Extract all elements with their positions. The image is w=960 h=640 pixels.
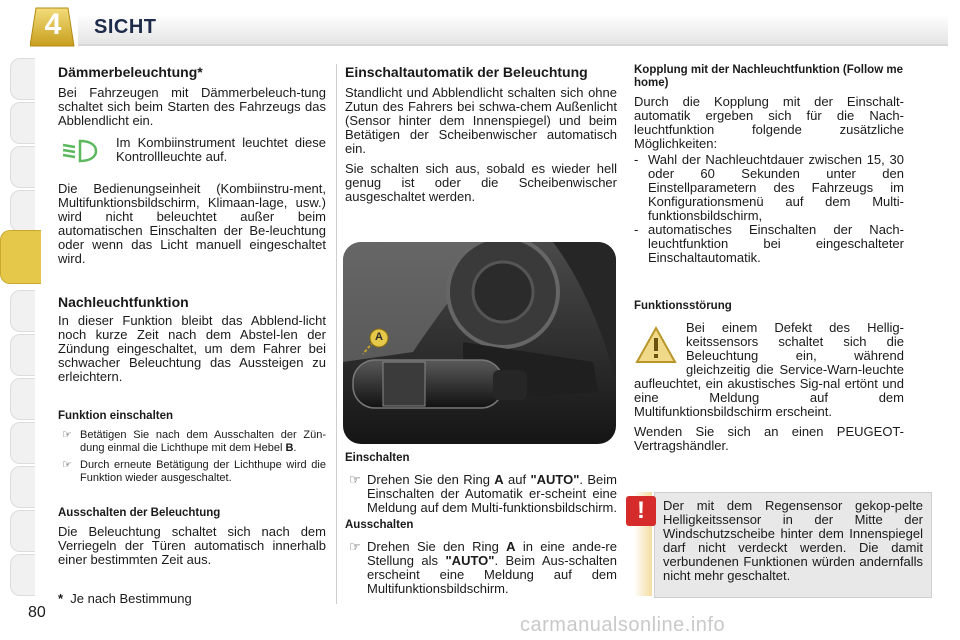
bullet-text: auf [503,472,531,487]
follow-home-heading: Nachleuchtfunktion [58,294,189,310]
warning-text: Der mit dem Regensensor gekop-pelte Helligkeitssensor in der Mitte der Windschutzscheibe hinter dem Innenspiegel darf nicht verdeckt werden. Die damit verbundenen Funktionen würden andernfalls nicht mehr geschaltet. [663,498,923,583]
footnote [58,592,326,606]
auto-ref: "AUTO" [530,472,580,487]
middle-column [345,64,617,204]
footnote-text: Je nach Bestimmung [70,591,192,606]
chapter-tab[interactable] [10,190,35,232]
right-column [634,64,904,265]
warning-box [654,492,932,598]
page-number: 80 [28,604,46,621]
header-bar [78,14,948,46]
coupling-intro: Durch die Kopplung mit der Einschalt-automatik ergeben sich für die Nach-leuchtfunktion folgende zusätzliche Möglichkeiten: [634,94,904,151]
ring-a-ref: A [506,539,516,554]
indicator-row [58,134,326,182]
function-on-bullet-2 [58,459,326,485]
chapter-tab[interactable] [10,422,35,464]
chapter-tab[interactable] [10,146,35,188]
follow-home-intro: In dieser Funktion bleibt das Abblend-licht noch kurze Zeit nach dem Abstel-len der Zündung eingeschaltet, um dem Fahrer bei schwacher Beleuchtung das Aussteigen zu erleichtern. [58,313,326,384]
item-text: automatisches Einschalten der Nach-leuchtfunktion bei eingeschalteter Einschaltautomatik. [648,222,904,265]
bullet-text: . Beim Einschalten der Automatik er-scheint eine Meldung auf dem Multi-funktionsbildschirm. [367,472,617,515]
warning-triangle-icon [634,325,678,365]
chapter-tab-strip [0,0,40,640]
bullet-text: Drehen Sie den Ring [367,539,507,554]
auto-lighting-heading: Einschaltautomatik der Beleuchtung [345,64,588,80]
fault-contact: Wenden Sie sich an einen PEUGEOT-Vertragshändler. [634,424,904,453]
ring-a-ref: A [494,472,504,487]
indicator-text: Im Kombiinstrument leuchtet diese Kontrollleuchte auf. [116,135,326,164]
lights-off-heading: Ausschalten der Beleuchtung [58,507,221,519]
bullet-text: in eine ande-re Stellung als [367,539,617,568]
auto-lighting-p1: Standlicht und Abblendlicht schalten sich ohne Zutun des Fahrers bei schwa-chem Außenlicht (Sensor hinter dem Innenspiegel) und beim Betätigen der Scheibenwischer automatisch ein. [345,85,617,156]
middle-column-lower [345,452,617,596]
pointer-icon: ☞ [349,472,361,487]
dimmer-heading: Dämmerbeleuchtung* [58,64,203,80]
low-beam-indicator-icon [60,138,100,164]
switch-off-heading: Ausschalten [345,519,414,531]
left-column [58,64,326,567]
stalk-illustration [343,242,616,444]
switch-on-bullet [345,473,617,515]
fault-text: Bei einem Defekt des Hellig-keitssensors schaltet sich die Beleuchtung ein, während gleichzeitig die Service-Warn-leuchte aufleuchtet, ein akustisches Sig-nal ertönt und eine Meldung auf dem Multifunktionsbildschirm erscheint. [634,320,904,419]
fault-section [634,300,904,453]
warning-exclamation-icon: ! [626,496,656,526]
dash-marker: - [634,152,639,167]
pointer-icon: ☞ [349,539,361,554]
chapter-tab[interactable] [10,466,35,508]
footnote-mark: * [58,591,64,606]
bullet-text: Betätigen Sie nach dem Ausschalten der Zün-dung einmal die Lichthupe mit dem Hebel [80,429,326,454]
coupling-heading: Kopplung mit der Nachleuchtfunktion (Follow me home) [634,64,903,89]
bullet-text: Drehen Sie den Ring [367,472,495,487]
chapter-tab[interactable] [10,102,35,144]
item-text: Wahl der Nachleuchtdauer zwischen 15, 30 oder 60 Sekunden unter den Einstellparametern des Fahrzeugs im Konfigurationsmenü auf dem Multi-funktionsbildschirm, [648,152,904,223]
column-divider [336,64,337,604]
coupling-item-2 [634,223,904,265]
fault-heading: Funktionsstörung [634,300,732,312]
chapter-tab-active[interactable] [0,230,41,284]
ring-a-label: A [375,331,383,343]
dimmer-detail: Die Bedienungseinheit (Kombiinstru-ment, Multifunktionsbildschirm, Klimaan-lage, usw.) wird nicht beleuchtet außer beim automatischen Einschalten der Be-leuchtung oder wenn das Licht manuell eingeschaltet wird. [58,181,326,266]
function-on-bullet-1 [58,429,326,455]
chapter-tab[interactable] [10,334,35,376]
bullet-end: . [293,442,297,454]
switch-off-bullet [345,540,617,596]
watermark: carmanualsonline.info [520,614,726,636]
pointer-icon: ☞ [62,459,72,471]
switch-on-heading: Einschalten [345,452,410,464]
bullet-text: Durch erneute Betätigung der Lichthupe wird die Funktion wieder ausgeschaltet. [80,459,326,484]
auto-ref: "AUTO" [445,553,495,568]
auto-lighting-p2: Sie schalten sich aus, sobald es wieder hell genug ist oder die Scheibenwischer ausgeschaltet werden. [345,161,617,204]
chapter-tab[interactable] [10,510,35,552]
dimmer-intro: Bei Fahrzeugen mit Dämmerbeleuch-tung schaltet sich beim Starten des Fahrzeugs das Abblendlicht ein. [58,85,326,128]
bullet-text: . Beim Aus-schalten erscheint eine Meldung auf dem Multifunktionsbildschirm. [367,553,618,596]
dash-marker: - [634,222,639,237]
chapter-tab[interactable] [10,290,35,332]
chapter-tab[interactable] [10,58,35,100]
pointer-icon: ☞ [62,429,72,441]
lights-off-text: Die Beleuchtung schaltet sich nach dem Verriegeln der Türen automatisch innerhalb einer bestimmten Zeit aus. [58,524,326,567]
lever-b-label: B [285,442,294,454]
function-on-heading: Funktion einschalten [58,410,174,422]
chapter-title: SICHT [94,16,157,38]
lighting-stalk-photo [343,242,616,444]
coupling-item-1 [634,153,904,223]
chapter-tab[interactable] [10,378,35,420]
chapter-number: 4 [44,8,62,41]
chapter-tab[interactable] [10,554,35,596]
